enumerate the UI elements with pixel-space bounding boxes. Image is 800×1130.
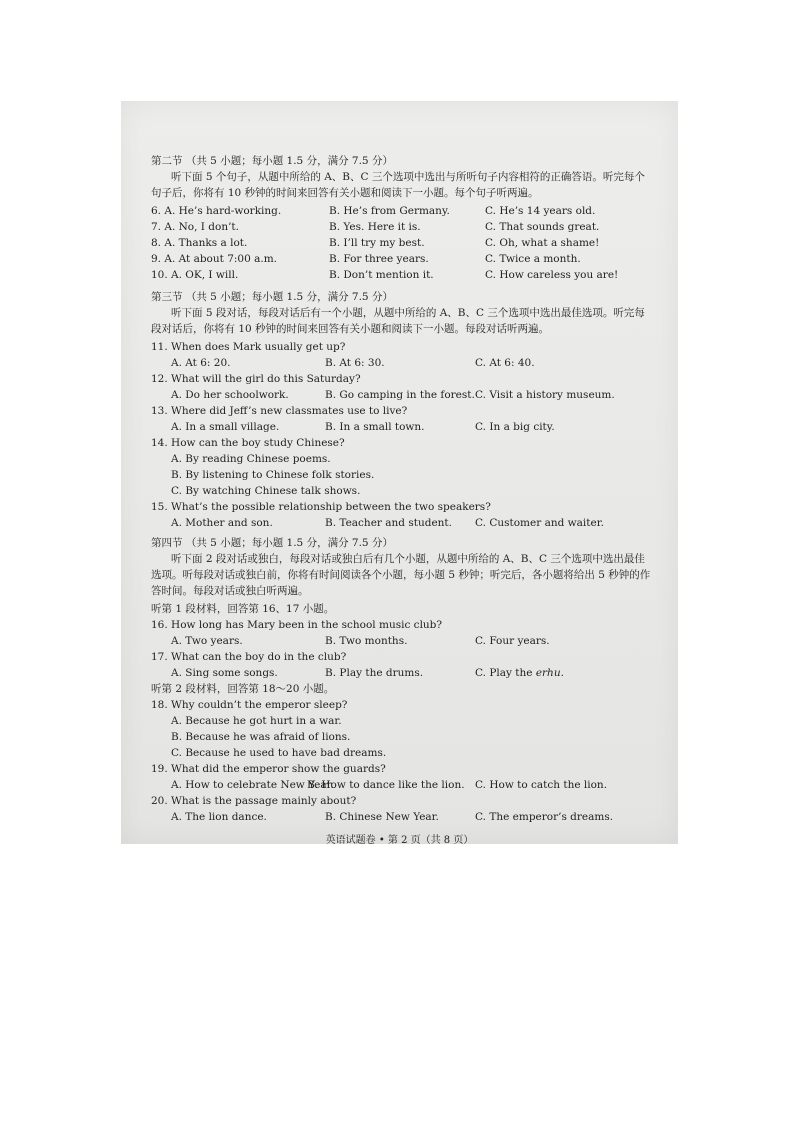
section-3-title: 第三节 （共 5 小题；每小题 1.5 分，满分 7.5 分）: [151, 291, 393, 303]
option-c: C. Oh, what a shame!: [485, 237, 600, 249]
option-c: C. How to catch the lion.: [475, 779, 608, 791]
option-c: C. Because he used to have bad dreams.: [171, 747, 387, 759]
option-c-italic: erhu: [535, 667, 561, 679]
option-c: C. In a big city.: [475, 421, 555, 433]
option-c: C. The emperor’s dreams.: [475, 811, 614, 823]
question-11-options: [151, 355, 651, 371]
option-a: A. At 6: 20.: [171, 357, 231, 369]
question-14-stem: 14. How can the boy study Chinese?: [151, 437, 345, 449]
option-b: B. Chinese New Year.: [325, 811, 439, 823]
option-a: 10. A. OK, I will.: [151, 269, 239, 281]
material-1-note: 听第 1 段材料，回答第 16、17 小题。: [151, 603, 335, 615]
option-b: B. How to dance like the lion.: [307, 779, 465, 791]
question-20-stem: 20. What is the passage mainly about?: [151, 795, 357, 807]
option-c: [475, 665, 564, 681]
option-b: B. Because he was afraid of lions.: [171, 731, 351, 743]
option-b: B. By listening to Chinese folk stories.: [171, 469, 375, 481]
option-a: 8. A. Thanks a lot.: [151, 237, 248, 249]
option-b: B. At 6: 30.: [325, 357, 385, 369]
option-a: A. How to celebrate New Year.: [171, 779, 334, 791]
question-12-stem: 12. What will the girl do this Saturday?: [151, 373, 361, 385]
option-c: C. That sounds great.: [485, 221, 600, 233]
option-b: B. Two months.: [325, 635, 408, 647]
question-20-options: [151, 809, 651, 825]
option-a: A. By reading Chinese poems.: [171, 453, 331, 465]
question-16-stem: 16. How long has Mary been in the school music club?: [151, 619, 443, 631]
exam-page-photo: [121, 101, 678, 844]
option-a: A. Mother and son.: [171, 517, 273, 529]
question-13-options: [151, 419, 651, 435]
section-2-title: 第二节 （共 5 小题；每小题 1.5 分，满分 7.5 分）: [151, 155, 393, 167]
option-a: A. In a small village.: [171, 421, 280, 433]
option-a: 6. A. He’s hard-working.: [151, 205, 282, 217]
option-a: 7. A. No, I don’t.: [151, 221, 239, 233]
option-b: B. In a small town.: [325, 421, 425, 433]
question-17-stem: 17. What can the boy do in the club?: [151, 651, 347, 663]
option-c: C. Visit a history museum.: [475, 389, 615, 401]
option-a: A. Because he got hurt in a war.: [171, 715, 342, 727]
question-7: [151, 219, 651, 235]
option-c-suffix: .: [560, 667, 564, 679]
option-c: C. By watching Chinese talk shows.: [171, 485, 361, 497]
question-17-options: [151, 665, 651, 681]
question-15-options: [151, 515, 651, 531]
page-footer: 英语试题卷 • 第 2 页（共 8 页）: [325, 835, 474, 844]
question-12-options: [151, 387, 651, 403]
question-8: [151, 235, 651, 251]
question-19-stem: 19. What did the emperor show the guards?: [151, 763, 386, 775]
question-13-stem: 13. Where did Jeff’s new classmates use to live?: [151, 405, 408, 417]
section-3-instruction: 听下面 5 段对话，每段对话后有一个小题，从题中所给的 A、B、C 三个选项中选出最佳选项。听完每段对话后，你将有 10 秒钟的时间来回答有关小题和阅读下一小题。每段对话听两遍。: [151, 307, 645, 335]
question-11-stem: 11. When does Mark usually get up?: [151, 341, 346, 353]
section-2-instruction: 听下面 5 个句子，从题中所给的 A、B、C 三个选项中选出与所听句子内容相符的正确答语。听完每个句子后，你将有 10 秒钟的时间来回答有关小题和阅读下一小题。每个句子听两遍。: [151, 171, 645, 199]
option-b: B. Yes. Here it is.: [329, 221, 421, 233]
question-18-stem: 18. Why couldn’t the emperor sleep?: [151, 699, 348, 711]
option-c: C. Four years.: [475, 635, 550, 647]
material-2-note: 听第 2 段材料，回答第 18～20 小题。: [151, 683, 335, 695]
option-b: B. For three years.: [329, 253, 429, 265]
option-a: A. Do her schoolwork.: [171, 389, 289, 401]
option-b: B. I’ll try my best.: [329, 237, 425, 249]
option-c: C. He’s 14 years old.: [485, 205, 596, 217]
option-b: B. Play the drums.: [325, 667, 424, 679]
option-b: B. Go camping in the forest.: [325, 389, 475, 401]
option-a: A. Sing some songs.: [171, 667, 278, 679]
option-c: C. Twice a month.: [485, 253, 581, 265]
option-a: A. The lion dance.: [171, 811, 267, 823]
question-19-options: [151, 777, 651, 793]
section-4-title: 第四节 （共 5 小题；每小题 1.5 分，满分 7.5 分）: [151, 537, 393, 549]
option-b: B. He’s from Germany.: [329, 205, 450, 217]
section-4-instruction: 听下面 2 段对话或独白，每段对话或独白后有几个小题，从题中所给的 A、B、C 三个选项中选出最佳选项。听每段对话或独白前，你将有时间阅读各个小题，每小题 5 秒钟；听完后，各小题将给出 5 秒钟的作答时间。每段对话或独白听两遍。: [151, 553, 651, 597]
option-a: A. Two years.: [171, 635, 243, 647]
option-a: 9. A. At about 7:00 a.m.: [151, 253, 277, 265]
option-b: B. Don’t mention it.: [329, 269, 434, 281]
question-16-options: [151, 633, 651, 649]
option-c: C. At 6: 40.: [475, 357, 535, 369]
option-b: B. Teacher and student.: [325, 517, 452, 529]
exam-paper: [151, 151, 651, 825]
question-9: [151, 251, 651, 267]
option-c-prefix: C. Play the: [475, 667, 536, 679]
question-15-stem: 15. What’s the possible relationship between the two speakers?: [151, 501, 491, 513]
question-10: [151, 267, 651, 283]
question-6: [151, 203, 651, 219]
option-c: C. How careless you are!: [485, 269, 619, 281]
option-c: C. Customer and waiter.: [475, 517, 604, 529]
